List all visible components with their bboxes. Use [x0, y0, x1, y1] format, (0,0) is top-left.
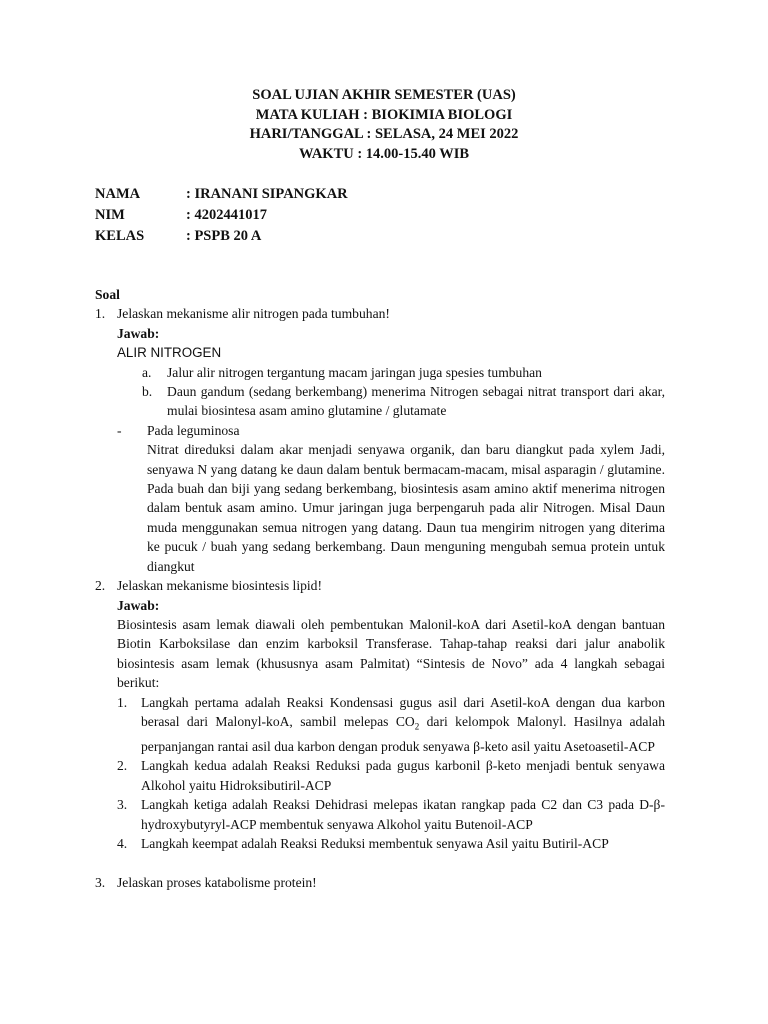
- step-text: Langkah ketiga adalah Reaksi Dehidrasi melepas ikatan rangkap pada C2 dan C3 pada D-β-hydroxybutyryl-ACP membentuk senyawa Alkohol yaitu Butenoil-ACP: [141, 797, 665, 832]
- kelas-label: KELAS: [95, 228, 145, 244]
- answer-label: Jawab:: [117, 325, 160, 341]
- list-item: [117, 382, 665, 421]
- dash-item: [117, 421, 665, 440]
- answer-label: Jawab:: [117, 597, 160, 613]
- step-text: Langkah keempat adalah Reaksi Reduksi membentuk senyawa Asil yaitu Butiril-ACP: [141, 836, 609, 852]
- co2-subscript: 2: [414, 721, 420, 732]
- question-number: 2.: [95, 578, 106, 594]
- question-1: [95, 304, 665, 323]
- question-3: [95, 873, 665, 892]
- list-item-text: Daun gandum (sedang berkembang) menerima Nitrogen sebagai nitrat transport dari akar, mulai biosintesa asam amino glutamine / glutamate: [167, 384, 665, 419]
- name-row: [95, 184, 348, 205]
- student-identity: [95, 184, 348, 247]
- answer-intro: Biosintesis asam lemak diawali oleh pembentukan Malonil-koA dari Asetil-koA dengan bantuan Biotin Karboksilase dan enzim karboksil Transferase. Tahap-tahap reaksi dari jalur anabolik biosintesis asam lemak (khususnya asam Palmitat) “Sintesis de Novo” ada 4 langkah sebagai berikut:: [117, 616, 665, 691]
- name-value: : IRANANI SIPANGKAR: [186, 186, 348, 202]
- question-number: 3.: [95, 874, 106, 890]
- nim-row: [95, 205, 348, 226]
- step-item: [117, 795, 665, 834]
- exam-content: [95, 285, 665, 892]
- header-line-time: WAKTU : 14.00-15.40 WIB: [298, 145, 470, 162]
- soal-title: Soal: [95, 287, 120, 302]
- step-marker: 2.: [117, 758, 128, 774]
- step-item: [117, 693, 665, 757]
- kelas-value: : PSPB 20 A: [186, 228, 262, 244]
- question-text: Jelaskan mekanisme biosintesis lipid!: [117, 578, 323, 594]
- step-text-pre: Langkah pertama adalah Reaksi Kondensasi gugus asil dari Asetil-koA dengan dua karbon berasal dari Malonyl-koA, sambil melepas CO: [141, 694, 665, 729]
- nim-label: NIM: [95, 207, 125, 223]
- name-label: NAMA: [95, 186, 141, 202]
- header-line-course: MATA KULIAH : BIOKIMIA BIOLOGI: [255, 106, 513, 123]
- step-text: Langkah kedua adalah Reaksi Reduksi pada gugus karbonil β-keto menjadi bentuk senyawa Alkohol yaitu Hidroksibutiril-ACP: [141, 758, 665, 793]
- step-marker: 4.: [117, 836, 128, 852]
- list-marker: a.: [142, 364, 152, 380]
- list-marker: b.: [142, 384, 153, 400]
- list-item: [117, 363, 665, 382]
- step-marker: 3.: [117, 797, 128, 813]
- step-item: [117, 756, 665, 795]
- question-number: 1.: [95, 306, 106, 322]
- header-line-title: SOAL UJIAN AKHIR SEMESTER (UAS): [252, 87, 516, 103]
- step-item: [117, 834, 665, 853]
- dash-marker: -: [117, 422, 122, 438]
- question-text: Jelaskan proses katabolisme protein!: [117, 874, 317, 890]
- dash-title: Pada leguminosa: [147, 422, 240, 438]
- dash-paragraph: Nitrat direduksi dalam akar menjadi senyawa organik, dan baru diangkut pada xylem Jadi, senyawa N yang datang ke daun dalam bentuk bermacam-macam, misal asparagin / glutamine. Pada buah dan biji yang sedang berkembang, biosintesis asam amino aktif menerima nitrogen dalam bentuk asam amino. Umur jaringan juga berpengaruh pada alir Nitrogen. Misal Daun muda menggunakan semua nitrogen yang datang. Daun tua mengirim nitrogen yang diterima ke pucuk / buah yang sedang berkembang. Daun menguning mengubah semua protein untuk diangkut: [147, 442, 665, 574]
- nim-value: : 4202441017: [186, 207, 267, 223]
- question-text: Jelaskan mekanisme alir nitrogen pada tumbuhan!: [117, 306, 390, 322]
- list-item-text: Jalur alir nitrogen tergantung macam jaringan juga spesies tumbuhan: [167, 364, 542, 380]
- step-text-post: dari kelompok Malonyl. Hasilnya adalah perpanjangan rantai asil dua karbon dengan produk senyawa β-keto asil yaitu Asetoasetil-ACP: [141, 713, 665, 755]
- dash-paragraph-row: [117, 440, 665, 576]
- question-2: [95, 576, 665, 595]
- exam-header: [0, 86, 768, 164]
- answer-heading: ALIR NITROGEN: [117, 345, 222, 361]
- step-text: [141, 693, 665, 757]
- kelas-row: [95, 226, 348, 247]
- header-line-date: HARI/TANGGAL : SELASA, 24 MEI 2022: [249, 126, 519, 142]
- step-marker: 1.: [117, 694, 128, 710]
